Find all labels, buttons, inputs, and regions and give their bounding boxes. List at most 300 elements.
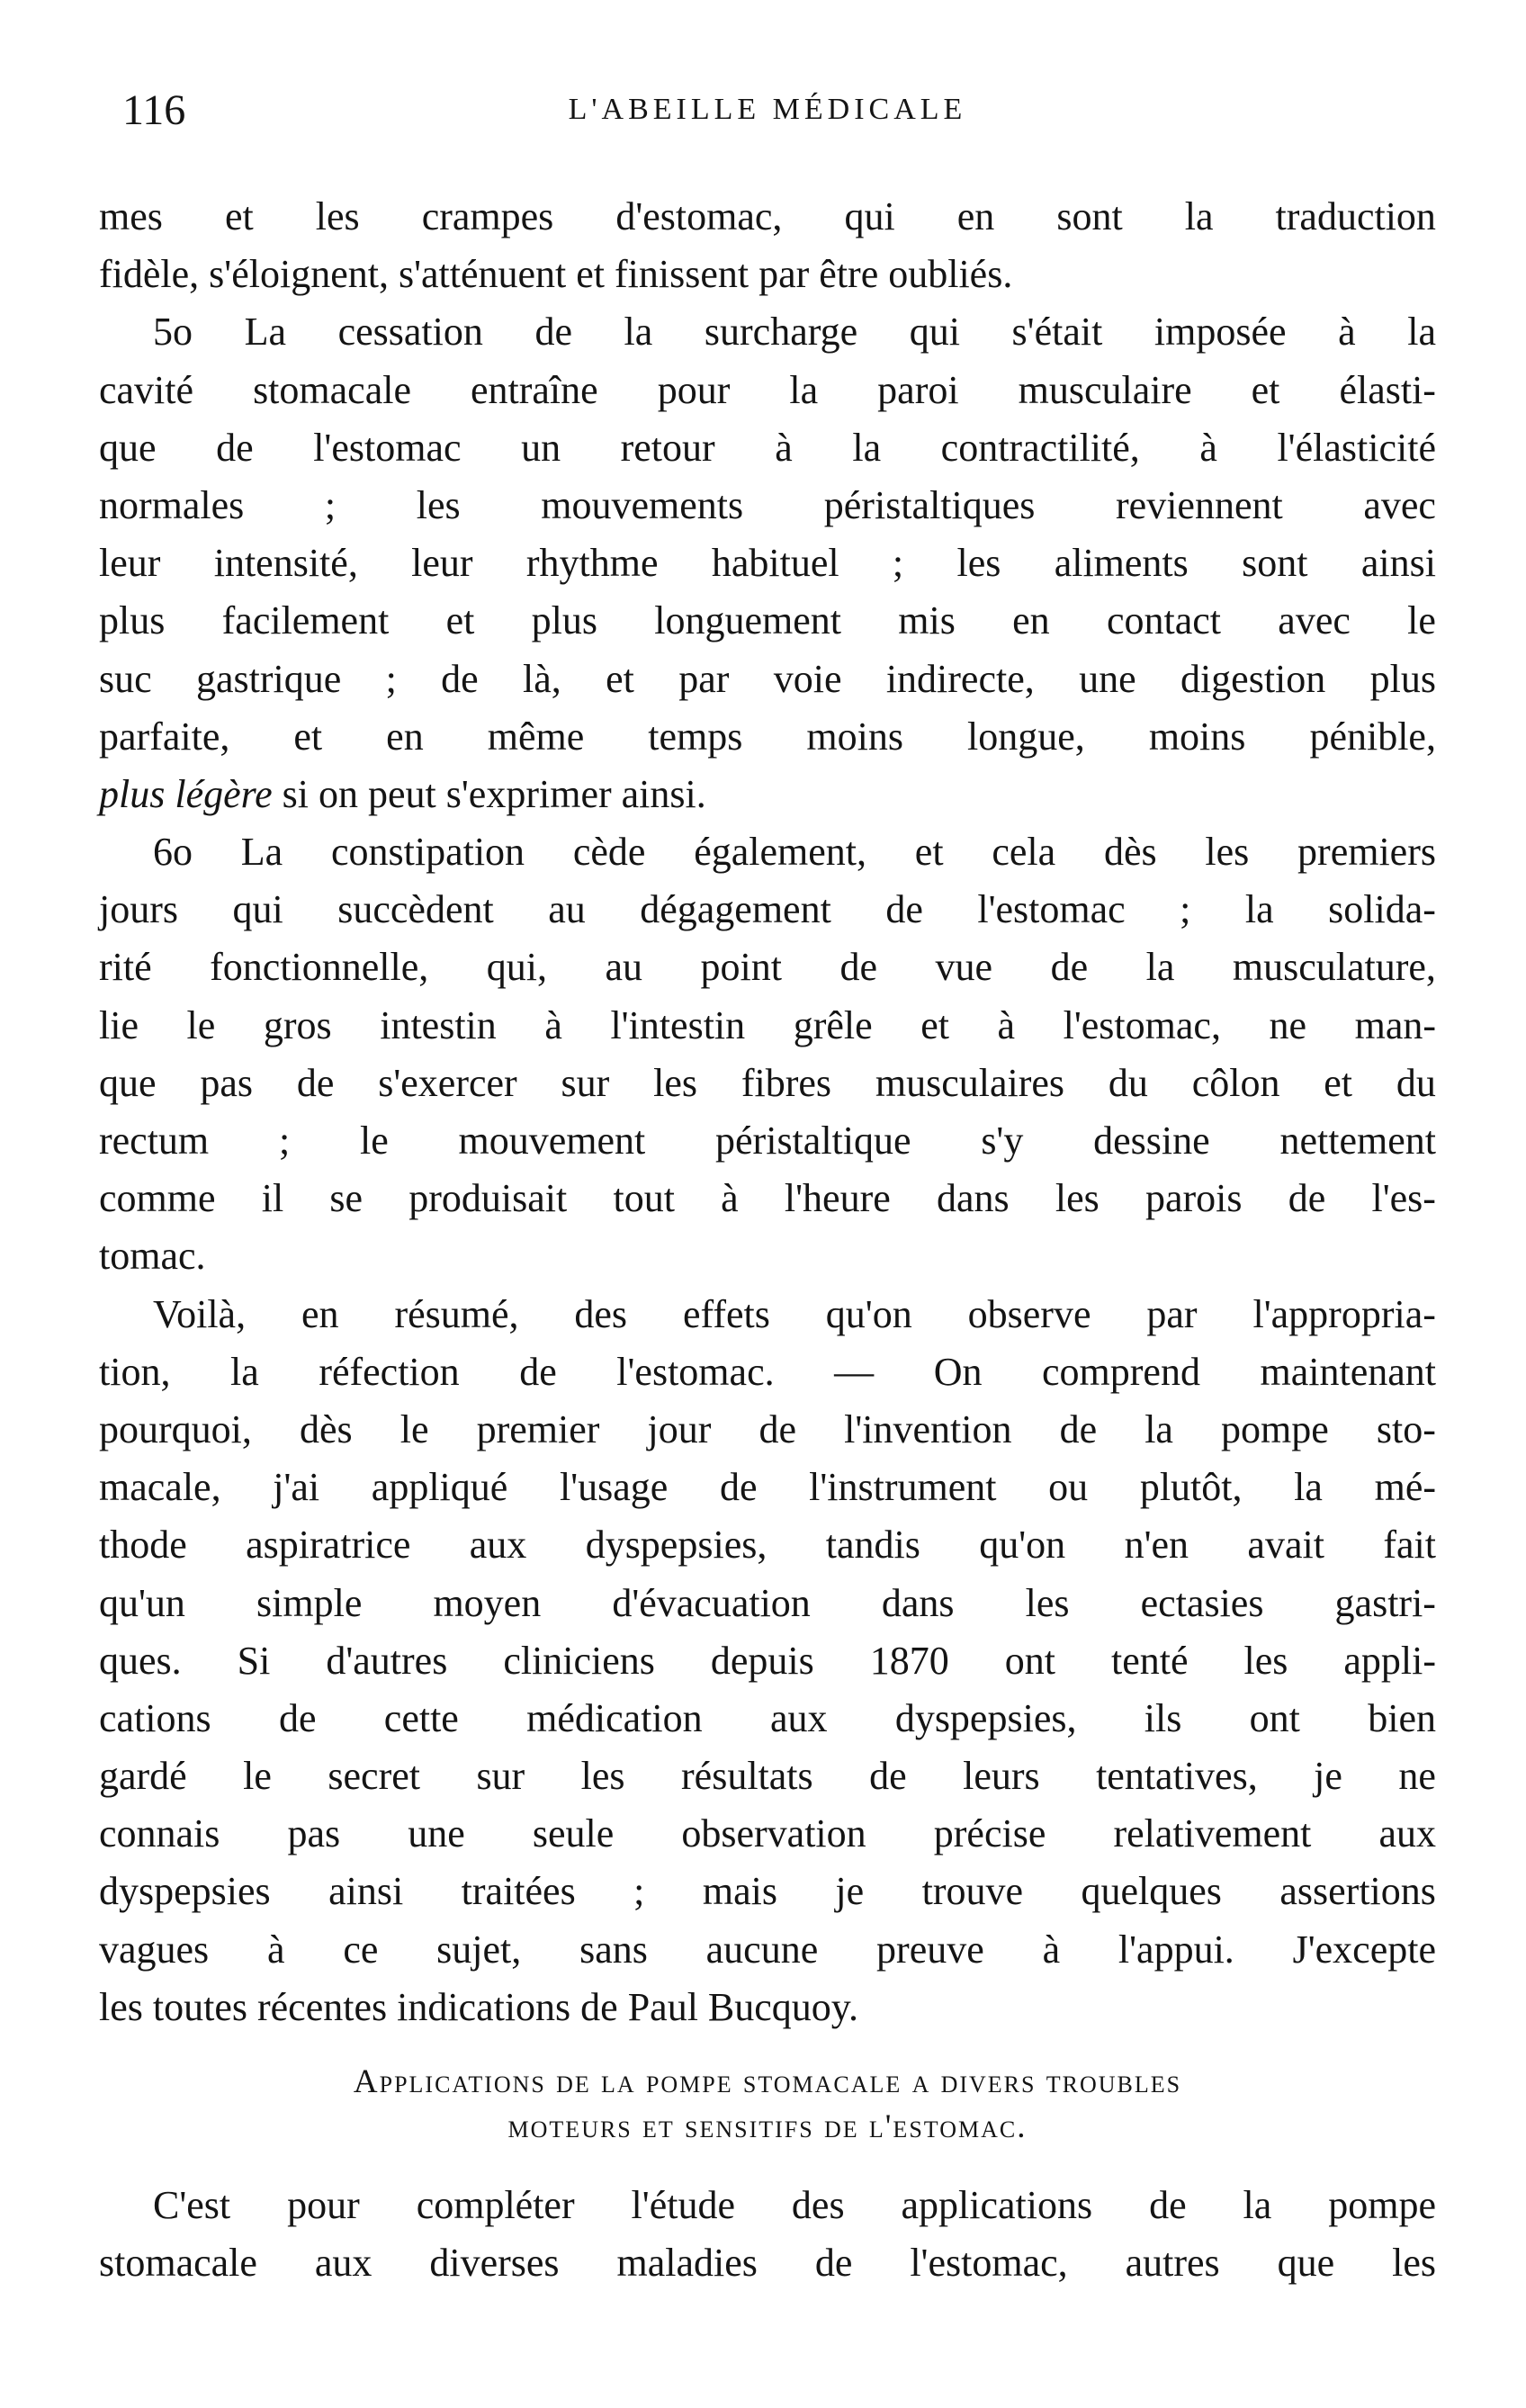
word: applications	[901, 2183, 1093, 2227]
word: diverses	[429, 2241, 560, 2286]
word: suc	[99, 656, 152, 701]
word: la	[852, 425, 882, 470]
word: La	[244, 310, 286, 355]
word: plus	[531, 598, 597, 643]
word: thode	[99, 1523, 187, 1568]
word: les	[653, 1060, 698, 1105]
word: la	[1294, 1465, 1323, 1510]
word: aux	[469, 1523, 527, 1568]
text-line	[99, 1401, 1436, 1459]
text-line	[99, 1459, 1436, 1516]
word: du	[1396, 1060, 1436, 1105]
word: contact	[1106, 598, 1222, 643]
word: ont	[1004, 1638, 1055, 1683]
word: les	[956, 541, 1001, 586]
word: reviennent	[1116, 482, 1283, 527]
page-number: 116	[122, 86, 186, 134]
word: voie	[773, 656, 842, 701]
word: effets	[682, 1291, 770, 1336]
word: comme	[99, 1176, 216, 1221]
word: par	[678, 656, 730, 701]
word: jours	[99, 887, 178, 932]
word: cavité	[99, 367, 194, 412]
text-line: tomac.	[99, 1234, 206, 1279]
text-line	[99, 1343, 1436, 1401]
word: appliqué	[371, 1465, 508, 1510]
word: les	[1025, 1580, 1070, 1625]
section-heading	[99, 2060, 1436, 2150]
word: gros	[263, 1002, 332, 1047]
word: les	[1392, 2241, 1436, 2286]
text-line	[99, 477, 1436, 535]
word: qu'on	[825, 1291, 912, 1336]
word: mes	[99, 194, 163, 238]
word: mais	[702, 1869, 777, 1914]
word: l'étude	[631, 2183, 735, 2227]
word: le	[186, 1002, 216, 1047]
word: dès	[299, 1406, 353, 1451]
word: moyen	[433, 1580, 542, 1625]
word: C'est	[153, 2183, 231, 2227]
word: compléter	[416, 2183, 575, 2227]
word: La	[240, 830, 283, 875]
word: produisait	[408, 1176, 568, 1221]
word: de	[1059, 1406, 1098, 1451]
word: en	[956, 194, 995, 238]
word: 5o	[153, 310, 193, 355]
word: parfaite,	[99, 714, 230, 759]
word: je	[1314, 1754, 1342, 1799]
word: qu'un	[99, 1580, 185, 1625]
word: de	[839, 945, 878, 990]
word: aux	[769, 1695, 828, 1740]
word: s'était	[1011, 310, 1103, 355]
section-heading-line: Applications de la pompe stomacale a divers troubles	[353, 2063, 1182, 2100]
text-line	[99, 1921, 1436, 1979]
word: tandis	[825, 1523, 920, 1568]
text-line	[99, 651, 1436, 708]
word: les	[1055, 1176, 1100, 1221]
word: l'appui.	[1118, 1927, 1234, 1972]
word: la	[1184, 194, 1214, 238]
word: temps	[648, 714, 743, 759]
word: la	[1243, 2183, 1272, 2227]
word: premiers	[1297, 830, 1436, 875]
word: ;	[278, 1119, 291, 1163]
word: vue	[935, 945, 993, 990]
text-line-with-italic	[99, 766, 1436, 823]
word: en	[386, 714, 424, 759]
word: à	[1042, 1927, 1061, 1972]
word: ne	[1269, 1002, 1307, 1047]
word: contractilité,	[940, 425, 1140, 470]
word: par	[1146, 1291, 1198, 1336]
word: mé-	[1374, 1465, 1436, 1510]
word: la	[230, 1349, 259, 1394]
word: au	[548, 887, 586, 932]
word: médication	[526, 1695, 703, 1740]
word: de	[759, 1406, 797, 1451]
word: moins	[1148, 714, 1246, 759]
word: musculaires	[875, 1060, 1065, 1105]
word: et	[445, 598, 475, 643]
word: tout	[613, 1176, 675, 1221]
word: cations	[99, 1695, 211, 1740]
word: musculaire	[1018, 367, 1192, 412]
word: pas	[200, 1060, 254, 1105]
word: digestion	[1180, 656, 1326, 701]
text-line	[99, 1632, 1436, 1690]
word: de	[296, 1060, 335, 1105]
text-line	[99, 1575, 1436, 1632]
word: sont	[1242, 541, 1308, 586]
word: côlon	[1191, 1060, 1280, 1105]
word: de	[814, 2241, 853, 2286]
word: ;	[633, 1869, 645, 1914]
word: et	[1251, 367, 1280, 412]
word: cessation	[337, 310, 483, 355]
word: de	[534, 310, 572, 355]
word: de	[885, 887, 923, 932]
word: depuis	[710, 1638, 814, 1683]
word: précise	[933, 1811, 1046, 1856]
text-line	[99, 535, 1436, 592]
text-line	[99, 592, 1436, 650]
word: vagues	[99, 1927, 210, 1972]
word: entraîne	[471, 367, 598, 412]
word: indirecte,	[885, 656, 1035, 701]
word: pompe	[1221, 1406, 1329, 1451]
word: d'estomac,	[615, 194, 783, 238]
word: pour	[657, 367, 731, 412]
word: sur	[476, 1754, 525, 1799]
word: d'évacuation	[612, 1580, 811, 1625]
word: une	[408, 1811, 465, 1856]
word: secret	[328, 1754, 420, 1799]
word: parois	[1144, 1176, 1243, 1221]
word: traitées	[461, 1869, 576, 1914]
word: j'ai	[273, 1465, 320, 1510]
text-line	[99, 708, 1436, 766]
word: facilement	[221, 598, 390, 643]
word: rhythme	[525, 541, 659, 586]
word: et	[920, 1002, 949, 1047]
word: le	[1407, 598, 1436, 643]
word: l'estomac	[977, 887, 1126, 932]
word: l'instrument	[809, 1465, 997, 1510]
word: de	[1149, 2183, 1187, 2227]
word: de	[719, 1465, 758, 1510]
word: autres	[1125, 2241, 1220, 2286]
word: ou	[1048, 1465, 1089, 1510]
word: constipation	[330, 830, 525, 875]
word: le	[243, 1754, 272, 1799]
word: la	[624, 310, 653, 355]
text-line	[99, 881, 1436, 939]
word: les	[315, 194, 360, 238]
word: assertions	[1279, 1869, 1436, 1914]
word: sont	[1056, 194, 1123, 238]
word: de	[869, 1754, 907, 1799]
word: aucune	[705, 1927, 819, 1972]
word: point	[700, 945, 782, 990]
word: le	[399, 1406, 429, 1451]
word: réfection	[319, 1349, 460, 1394]
word: cède	[572, 830, 646, 875]
word: ils	[1144, 1695, 1182, 1740]
word: que	[99, 1060, 157, 1105]
word: avec	[1363, 482, 1436, 527]
word: macale,	[99, 1465, 221, 1510]
word: maladies	[616, 2241, 758, 2286]
word: preuve	[876, 1927, 984, 1972]
word: de	[1050, 945, 1089, 990]
word: connais	[99, 1811, 220, 1856]
word: l'heure	[784, 1176, 891, 1221]
word: tion,	[99, 1349, 171, 1394]
text-line	[99, 1516, 1436, 1574]
word: l'appropria-	[1252, 1291, 1436, 1336]
word: aux	[1378, 1811, 1436, 1856]
word: intensité,	[213, 541, 358, 586]
word: en	[1012, 598, 1050, 643]
word: l'invention	[844, 1406, 1012, 1451]
word: il	[261, 1176, 284, 1221]
word: dans	[937, 1176, 1010, 1221]
text-line	[99, 1805, 1436, 1863]
word: cliniciens	[503, 1638, 655, 1683]
text-line	[99, 1170, 1436, 1227]
word: un	[521, 425, 561, 470]
word: et	[224, 194, 254, 238]
text-line	[99, 997, 1436, 1055]
word: en	[301, 1291, 339, 1336]
word: grêle	[793, 1002, 873, 1047]
word: et	[914, 830, 944, 875]
word: jour	[647, 1406, 712, 1451]
word: avec	[1278, 598, 1351, 643]
word: ques.	[99, 1638, 182, 1683]
word: les	[580, 1754, 625, 1799]
word: nettement	[1279, 1119, 1436, 1163]
word: moins	[806, 714, 903, 759]
word: fonctionnelle,	[210, 945, 429, 990]
word: appli-	[1343, 1638, 1436, 1683]
word: leurs	[963, 1754, 1040, 1799]
word: du	[1108, 1060, 1148, 1105]
word: l'intestin	[610, 1002, 746, 1047]
word: On	[933, 1349, 983, 1394]
word: ;	[1180, 887, 1191, 932]
word: l'estomac,	[1063, 1002, 1221, 1047]
word: pas	[287, 1811, 341, 1856]
word: se	[329, 1176, 364, 1221]
word: succèdent	[337, 887, 494, 932]
word: dyspepsies	[99, 1869, 271, 1914]
word: longue,	[967, 714, 1085, 759]
text-line	[99, 2234, 1436, 2292]
word: le	[359, 1119, 389, 1163]
word: plutôt,	[1139, 1465, 1243, 1510]
text-line	[99, 1748, 1436, 1805]
word: maintenant	[1260, 1349, 1436, 1394]
text-line	[99, 823, 1436, 881]
word: l'estomac,	[910, 2241, 1068, 2286]
text-line: fidèle, s'éloignent, s'atténuent et finissent par être oubliés.	[99, 252, 1013, 297]
word: aspiratrice	[246, 1523, 411, 1568]
word: la	[789, 367, 819, 412]
word: leur	[411, 541, 473, 586]
word: également,	[694, 830, 867, 875]
word: tentatives,	[1096, 1754, 1258, 1799]
running-title: L'ABEILLE MÉDICALE	[568, 93, 967, 126]
word: la	[1407, 310, 1436, 355]
word: avait	[1247, 1523, 1324, 1568]
word: cette	[383, 1695, 459, 1740]
running-header	[99, 85, 1436, 141]
word: sur	[561, 1060, 610, 1105]
word: bien	[1368, 1695, 1436, 1740]
word: ;	[324, 482, 337, 527]
word: et	[293, 714, 323, 759]
text-line	[99, 1112, 1436, 1170]
word: élasti-	[1339, 367, 1436, 412]
italic-phrase: plus légère	[99, 771, 273, 816]
word: là,	[523, 656, 561, 701]
word: à	[544, 1002, 562, 1047]
word: 6o	[153, 830, 193, 875]
word: à	[1338, 310, 1356, 355]
word: —	[834, 1349, 875, 1394]
word: de	[1288, 1176, 1326, 1221]
word: tenté	[1110, 1638, 1189, 1683]
word: ;	[892, 541, 904, 586]
word: mis	[898, 598, 956, 643]
text-line	[99, 303, 1436, 361]
word: intestin	[380, 1002, 497, 1047]
text-line	[99, 419, 1436, 477]
word: habituel	[711, 541, 839, 586]
word: pour	[287, 2183, 360, 2227]
word: stomacale	[253, 367, 411, 412]
word: trouve	[921, 1869, 1024, 1914]
word: retour	[620, 425, 715, 470]
word: pourquoi,	[99, 1406, 252, 1451]
word: à	[997, 1002, 1016, 1047]
word: traduction	[1275, 194, 1436, 238]
word: quelques	[1081, 1869, 1222, 1914]
body-text	[99, 188, 1436, 2036]
word: dessine	[1093, 1119, 1210, 1163]
word: et	[1324, 1060, 1353, 1105]
word: ainsi	[328, 1869, 404, 1914]
word: l'estomac	[313, 425, 462, 470]
word: premier	[476, 1406, 600, 1451]
word: qui	[844, 194, 895, 238]
word: de	[519, 1349, 557, 1394]
word: paroi	[877, 367, 959, 412]
word: la	[1244, 887, 1274, 932]
word: résumé,	[394, 1291, 519, 1336]
word: à	[1199, 425, 1217, 470]
text-line	[99, 362, 1436, 419]
word: aux	[314, 2241, 373, 2286]
text-line	[99, 939, 1436, 996]
word: fait	[1383, 1523, 1436, 1568]
word: résultats	[681, 1754, 813, 1799]
word: crampes	[421, 194, 554, 238]
text-line: les toutes récentes indications de Paul Bucquoy.	[99, 1984, 858, 2029]
word: d'autres	[326, 1638, 448, 1683]
word: des	[791, 2183, 845, 2227]
text-line	[99, 188, 1436, 246]
word: même	[487, 714, 585, 759]
word: qui	[909, 310, 960, 355]
word: dès	[1103, 830, 1157, 875]
word: observation	[681, 1811, 866, 1856]
word: à	[721, 1176, 739, 1221]
word: imposée	[1153, 310, 1287, 355]
text-line	[99, 1690, 1436, 1748]
word: dyspepsies,	[894, 1695, 1077, 1740]
word: observe	[967, 1291, 1091, 1336]
word: aliments	[1054, 541, 1189, 586]
word: gastrique	[195, 656, 342, 701]
text-line	[99, 1055, 1436, 1112]
word: qui	[232, 887, 283, 932]
word: solida-	[1328, 887, 1436, 932]
word: surcharge	[704, 310, 858, 355]
word: simple	[256, 1580, 363, 1625]
word: et	[606, 656, 634, 701]
word: comprend	[1042, 1349, 1200, 1394]
word: relativement	[1113, 1811, 1312, 1856]
word: s'exercer	[378, 1060, 517, 1105]
word: sans	[579, 1927, 648, 1972]
word: dégagement	[640, 887, 831, 932]
word: plus	[1369, 656, 1436, 701]
word: ce	[343, 1927, 379, 1972]
word: rité	[99, 945, 152, 990]
word: les	[1243, 1638, 1288, 1683]
word: je	[835, 1869, 865, 1914]
word: ectasies	[1140, 1580, 1264, 1625]
word: de	[441, 656, 479, 701]
word: des	[574, 1291, 628, 1336]
word: péristaltique	[715, 1119, 911, 1163]
word: l'es-	[1371, 1176, 1436, 1221]
word: sto-	[1376, 1406, 1436, 1451]
word: man-	[1354, 1002, 1436, 1047]
word: gastri-	[1334, 1580, 1436, 1625]
text-span: si on peut s'exprimer ainsi.	[272, 771, 706, 816]
text-line	[99, 2177, 1436, 2234]
word: J'excepte	[1292, 1927, 1436, 1972]
word: ;	[385, 656, 397, 701]
word: lie	[99, 1002, 139, 1047]
word: que	[99, 425, 157, 470]
word: de	[216, 425, 254, 470]
word: que	[1277, 2241, 1335, 2286]
word: fibres	[741, 1060, 832, 1105]
word: sujet,	[436, 1927, 522, 1972]
text-line	[99, 1286, 1436, 1343]
word: n'en	[1124, 1523, 1189, 1568]
word: longuement	[654, 598, 842, 643]
word: leur	[99, 541, 161, 586]
word: les	[1205, 830, 1250, 875]
word: normales	[99, 482, 245, 527]
